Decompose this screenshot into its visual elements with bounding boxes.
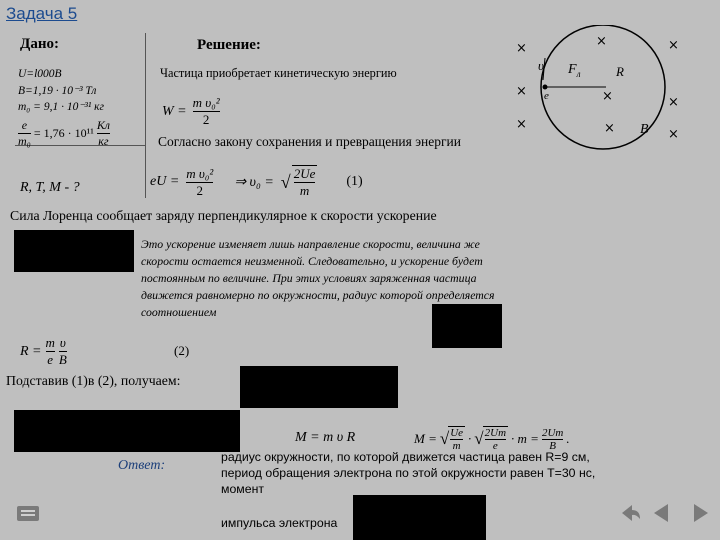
eq1-arrow: ⇒ υ₀ = (234, 174, 274, 190)
eq2-den: e (47, 352, 54, 367)
sqrt-icon: √ (280, 171, 291, 192)
m-frac-num: 2Um (541, 426, 564, 439)
momentum-formula: M = m υ R (295, 430, 356, 445)
hidden-formula-box-1 (14, 230, 134, 272)
answer-tail: импульса электрона (221, 516, 338, 530)
m-root2-den: e (492, 440, 498, 452)
force-letter: F (568, 62, 577, 77)
ratio-unit (97, 118, 110, 149)
eq1-den: 2 (196, 182, 204, 198)
hidden-formula-box-2 (432, 304, 502, 348)
answer-text: радиус окружности, по которой движется частица равен R=9 см, период обращения электрона по этой окружности равен T=30 нс, момент (221, 450, 596, 496)
eq1-num: m υ₀² (186, 165, 214, 181)
solution-heading: Решение: (197, 37, 261, 53)
page-title: Задача 5 (6, 4, 78, 23)
field-cross-icon: × (668, 38, 679, 53)
ratio-unit-num: Кл (96, 118, 111, 132)
field-cross-icon: × (516, 41, 527, 56)
answer-label: Ответ: (118, 458, 166, 473)
energy-num: m υ₀² (192, 95, 220, 110)
field-label: B (640, 122, 649, 137)
energy-formula (162, 95, 220, 128)
electron-dot (543, 85, 548, 90)
field-cross-icon: × (668, 127, 679, 142)
equation-2 (20, 335, 67, 368)
eq2-frac-2 (59, 335, 67, 368)
explanation-paragraph: Это ускорение изменяет лишь направление скорости, величина же скорости остается неизменной. Следовательно, и ускорение будет постоянным по величине. При этих условиях заряженная частица движется равномерно по окружности, радиус которой определяется соотношением (141, 237, 495, 319)
eq1-root-den: m (299, 183, 310, 198)
m-root2-num: 2Um (484, 427, 507, 439)
field-cross-icon: × (668, 95, 679, 110)
given-line-3: m₀ = 9,1 · 10⁻³¹ кг (18, 101, 105, 113)
eq1-lhs: eU = (150, 174, 180, 189)
hidden-formula-box-4 (14, 410, 240, 452)
solution-line-1: Частица приобретает кинетическую энергию (160, 66, 397, 80)
given-heading: Дано: (20, 36, 59, 52)
field-cross-icon: × (516, 117, 527, 132)
given-ratio (18, 118, 110, 149)
m-root1-num: Ue (450, 427, 464, 439)
electron-label: e (544, 90, 549, 102)
ratio-lhs (18, 118, 31, 149)
m-lhs: M = (414, 431, 437, 446)
eq1-label: (1) (346, 174, 363, 189)
energy-lhs: W = (162, 103, 187, 119)
next-icon[interactable] (684, 502, 712, 524)
field-cross-icon: × (604, 121, 615, 136)
lorentz-text: Сила Лоренца сообщает заряду перпендикулярное к скорости ускорение (10, 208, 437, 223)
sqrt-icon: √ (439, 429, 450, 448)
ratio-value: = 1,76 · 10¹¹ (33, 126, 94, 140)
eq2-num: m (45, 335, 55, 350)
equation-1 (150, 165, 363, 199)
energy-frac (193, 95, 220, 128)
eq1-frac (186, 166, 213, 199)
eq2-num2: υ (59, 335, 66, 350)
ratio-lhs-num: e (21, 118, 28, 132)
velocity-label: υ (538, 58, 544, 73)
eq2-den2: B (58, 352, 67, 367)
sqrt-icon: √ (474, 429, 484, 448)
find-line: R, T, M - ? (20, 180, 80, 195)
radius-label: R (616, 64, 624, 79)
eq1-root-num: 2Ue (293, 166, 316, 181)
eq2-lhs: R = (20, 343, 42, 359)
eq2-frac-1 (46, 335, 55, 368)
field-cross-icon: × (516, 84, 527, 99)
m-frac (542, 427, 563, 452)
energy-den: 2 (202, 112, 210, 127)
solution-line-2: Согласно закону сохранения и превращения энергии (158, 134, 461, 149)
m-mid: · m = (511, 431, 539, 446)
field-cross-icon: × (596, 34, 607, 49)
first-icon[interactable] (14, 502, 42, 524)
eq2-label: (2) (174, 343, 190, 358)
divider-vertical (145, 33, 146, 198)
force-sub: л (576, 68, 581, 79)
hidden-formula-box-3 (240, 366, 398, 408)
given-line-1: U=l000В (18, 68, 62, 80)
m-frac-den: B (549, 439, 556, 452)
ratio-lhs-den: m₀ (18, 134, 31, 148)
given-line-2: B=1,19 · 10⁻³ Тл (18, 85, 97, 97)
m-mul: · (468, 431, 472, 446)
m-formula: M = √ $\frac{Ue}{m}$ · √ $\frac{2Um}{e}$ · m = $\frac{2Um}{B}$ . (414, 426, 570, 452)
m-root1-den: m (452, 440, 461, 452)
hidden-formula-box-5 (353, 495, 486, 540)
force-label (568, 62, 581, 79)
field-cross-icon: × (602, 89, 613, 104)
substitute-text: Подставив (1)в (2), получаем: (6, 373, 181, 388)
prev-icon[interactable] (650, 502, 678, 524)
eq1-root (292, 165, 318, 199)
back-icon[interactable] (616, 502, 644, 524)
ratio-unit-den: кг (98, 134, 109, 148)
